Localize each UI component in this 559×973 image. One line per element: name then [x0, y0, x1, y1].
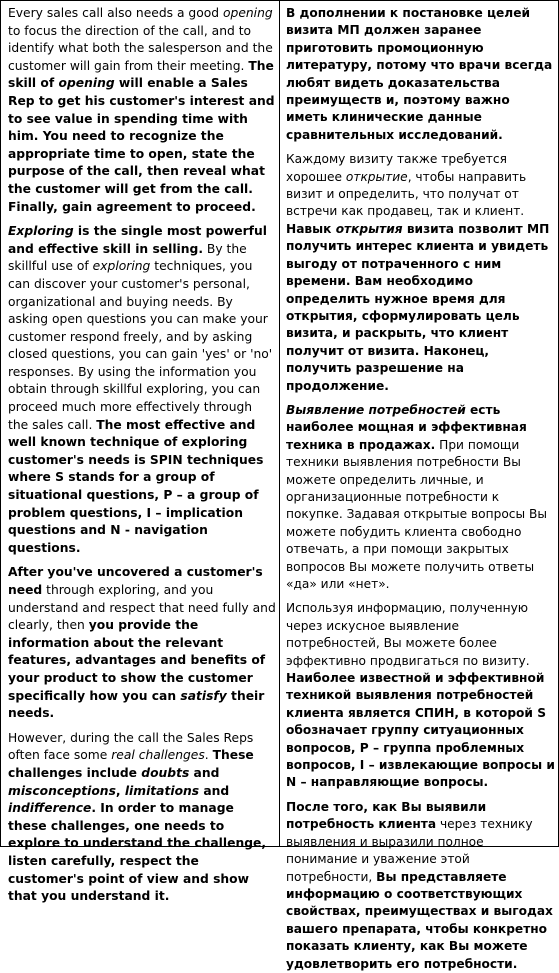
text-run: misconceptions	[8, 783, 116, 798]
text-run: В дополнении к постановке целей визита МП должен заранее приготовить промоционную литературу, потому что врачи всегда любят видеть доказательства преимуществ и, поэтому важно иметь клинические данные сравнительных исследований.	[286, 6, 553, 142]
paragraph-satisfying-ru	[286, 799, 555, 973]
text-run: exploring	[92, 259, 151, 274]
english-column	[1, 1, 280, 904]
text-run: through exploring, and you understand and respect that need fully and clearly, then	[8, 583, 276, 633]
paragraph-opening-en	[8, 5, 276, 216]
text-run: открытия	[335, 221, 403, 236]
text-run: визита позволит МП получить интерес клиента и увидеть выгоду от потраченного с ним времени. Вам необходимо определить нужное время для открытия, сформулировать цель визита, и раскрыть, что клиент получит от визита. Наконец, получить разрешение на продолжение.	[286, 221, 550, 393]
paragraph-satisfying-en	[8, 564, 276, 722]
text-run: satisfy	[180, 688, 227, 703]
paragraph-preparation-ru	[286, 5, 555, 144]
text-run: После того, как Вы выявили потребность клиента	[286, 799, 487, 832]
paragraph-challenges-en	[8, 730, 276, 906]
text-run: These challenges include	[8, 748, 254, 780]
text-run: and	[199, 783, 230, 798]
paragraph-opening-ru	[286, 151, 555, 395]
text-run: opening	[58, 76, 115, 91]
text-run: Используя информацию, полученную через искусное выявление потребностей, Вы можете более эффективно продвигаться по визиту.	[286, 601, 530, 668]
text-run: есть наиболее мощная и эффективная техника в продажах.	[286, 402, 527, 452]
text-run: is the single most powerful and effective skill in selling.	[8, 224, 267, 256]
text-run: will enable a Sales Rep to get his customer's interest and to see value in spending time with him. You need to recognize the appropriate time to open, state the purpose of the call, then reveal what the customer will get from the call. Finally, gain agreement to proceed.	[8, 76, 275, 214]
text-run: However, during the call the Sales Reps often face some	[8, 730, 254, 763]
text-run: Вы представляете информацию о соответствующих свойствах, преимуществах и выгодах вашего препарата, чтобы конкретно показать клиенту, как Вы можете удовлетворить его потребности.	[286, 869, 553, 971]
text-run: Наиболее известной и эффективной техникой выявления потребностей клиента является СПИН, в которой S обозначает группу ситуационных вопросов, P – группа проблемных вопросов, I – извлекающие вопросы и N – направляющие вопросы.	[286, 671, 555, 790]
text-run: . In order to manage these challenges, one needs to explore to understand the challenge, listen carefully, respect the customer's point of view and show that you understand it.	[8, 801, 267, 904]
text-run: real challenges	[111, 748, 205, 763]
text-run: Выявление потребностей	[286, 402, 466, 417]
text-run: Навык	[286, 221, 336, 236]
text-run: Every sales call also needs a good	[8, 6, 223, 20]
text-run: limitations	[124, 783, 200, 798]
paragraph-exploring-en	[8, 223, 276, 557]
russian-column	[280, 1, 558, 971]
text-run: By the skillful use of	[8, 241, 247, 274]
text-run: The skill of	[8, 58, 274, 91]
text-run: opening	[222, 6, 273, 20]
text-run: their needs.	[8, 688, 265, 721]
text-run: The most effective and well known technique of exploring customer's needs is SPIN techniques where S stands for a group of situational questions, P – a group of problem questions, I – implication questions and N - navigation questions.	[8, 417, 264, 555]
text-run: открытие	[345, 169, 408, 184]
text-run: and	[189, 765, 220, 780]
text-run: При помощи техники выявления потребности Вы можете определить личные, и организационные потребности к покупке. Задавая открытые вопросы Вы можете побудить клиента свободно отвечать, а при помощи закрытых вопросов Вы можете получить ответы «да» или «нет».	[286, 437, 547, 591]
text-run: techniques, you can discover your customer's personal, organizational and buying needs. By asking open questions you can make your customer respond freely, and by asking closed questions, you can gain 'yes' or 'no' responses. By using the information you obtain through skillful exploring, you can proceed much more effectively through the sales call.	[8, 259, 273, 432]
text-run: to focus the direction of the call, and to identify what both the salesperson and the customer will gain from their meeting.	[8, 23, 273, 73]
text-run: , чтобы направить визит и определить, что получат от встречи как продавец, так и клиент.	[286, 169, 527, 219]
paragraph-spin-ru	[286, 600, 555, 791]
paragraph-exploring-ru	[286, 402, 555, 593]
text-run: Каждому визиту также требуется хорошее	[286, 152, 507, 184]
text-run: через технику выявления и выразили полное понимание и уважение этой потребности,	[286, 817, 533, 884]
text-run: Exploring	[8, 224, 74, 239]
text-run: doubts	[141, 765, 190, 780]
text-run: indifference	[8, 801, 92, 816]
text-run: ,	[115, 783, 125, 798]
text-run: After you've uncovered a customer's need	[8, 565, 263, 597]
text-run: you provide the information about the relevant features, advantages and benefits of your product to show the customer specifically how you can	[8, 618, 266, 703]
text-run: .	[204, 748, 213, 763]
